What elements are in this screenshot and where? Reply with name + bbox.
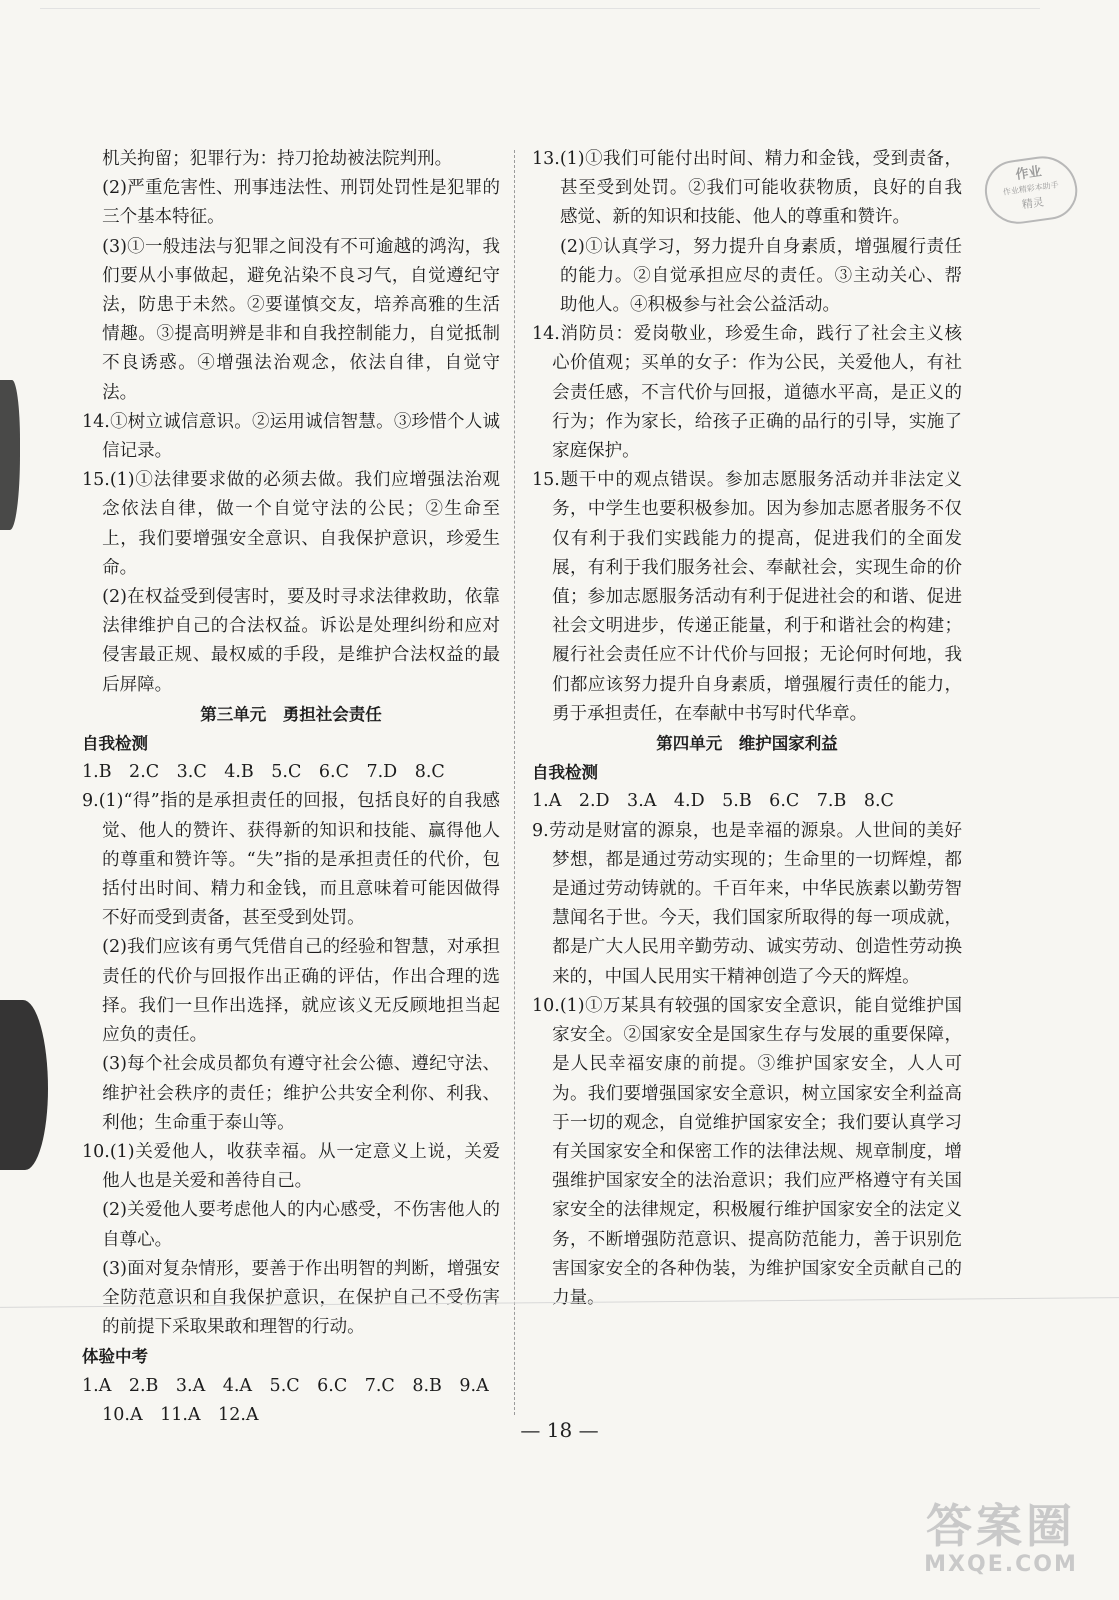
paragraph: 13.(1)①我们可能付出时间、精力和金钱，受到责备，甚至受到处罚。②我们可能收获物质，良好的自我感觉、新的知识和技能、他人的尊重和赞许。	[532, 149, 962, 228]
paragraph: 15.题干中的观点错误。参加志愿服务活动并非法定义务，中学生也要积极参加。因为参加志愿者服务不仅仅有利于我们实践能力的提高，促进我们的全面发展，有利于我们服务社会、奉献社会，实现生命的价值；参加志愿服务活动有利于促进社会的和谐、促进社会文明进步，传递正能量，利于和谐社会的构建；履行社会责任应不计代价与回报；无论何时何地，我们都应该努力提升自身素质，增强履行责任的能力，勇于承担责任，在奉献中书写时代华章。	[532, 470, 962, 724]
stamp-text: 作业	[1014, 164, 1043, 183]
watermark-logo	[901, 1500, 1101, 1595]
section-heading: 自我检测	[82, 734, 148, 754]
answer-list: 10.A 11.A 12.A	[102, 1404, 259, 1425]
paragraph: 10.(1)关爱他人，收获幸福。从一定意义上说，关爱他人也是关爱和善待自己。	[82, 1141, 500, 1192]
paragraph: (2)严重危害性、刑事违法性、刑罚处罚性是犯罪的三个基本特征。	[102, 178, 500, 228]
unit-heading: 第四单元 维护国家利益	[656, 734, 838, 754]
stamp-logo	[981, 152, 1081, 228]
paragraph: 9.劳动是财富的源泉，也是幸福的源泉。人世间的美好梦想，都是通过劳动实现的；生命里的一切辉煌，都是通过劳动铸就的。千百年来，中华民族素以勤劳智慧闻名于世。今天，我们国家所取得的每一项成就，都是广大人民用辛勤劳动、诚实劳动、创造性劳动换来的，中国人民用实干精神创造了今天的辉煌。	[532, 820, 962, 987]
paragraph: (2)在权益受到侵害时，要及时寻求法律救助，依靠法律维护自己的合法权益。诉讼是处理纠纷和应对侵害最正规、最权威的手段，是维护合法权益的最后屏障。	[102, 587, 500, 695]
left-column	[82, 145, 500, 1430]
paragraph: (2)我们应该有勇气凭借自己的经验和智慧，对承担责任的代价与回报作出正确的评估，作出合理的选择。我们一旦作出选择，就应该义无反顾地担当起应负的责任。	[102, 937, 500, 1046]
watermark-text: 答案圈	[926, 1499, 1076, 1553]
section-heading: 体验中考	[82, 1347, 148, 1367]
unit-heading: 第三单元 勇担社会责任	[200, 704, 382, 724]
answer-list: 1.B 2.C 3.C 4.B 5.C 6.C 7.D 8.C	[82, 762, 445, 783]
paragraph: 14.消防员：爱岗敬业，珍爱生命，践行了社会主义核心价值观；买单的女子：作为公民，关爱他人，有社会责任感，不言代价与回报，道德水平高，是正义的行为；作为家长，给孩子正确的品行的引导，实施了家庭保护。	[532, 324, 962, 462]
column-divider	[514, 150, 515, 1415]
paragraph: 9.(1)“得”指的是承担责任的回报，包括良好的自我感觉、他人的赞许、获得新的知识和技能、赢得他人的尊重和赞许等。“失”指的是承担责任的代价，包括付出时间、精力和金钱，而且意味着可能因做得不好而受到责备，甚至受到处罚。	[82, 791, 500, 929]
scan-edge-line	[40, 8, 1040, 9]
stamp-text: 作业精彩本助手	[1002, 180, 1060, 197]
watermark-url: MXQE.COM	[924, 1552, 1078, 1577]
paragraph: (3)每个社会成员都负有遵守社会公德、遵纪守法、维护社会秩序的责任；维护公共安全利你、利我、利他；生命重于泰山等。	[102, 1054, 500, 1133]
section-heading: 自我检测	[532, 763, 598, 783]
scan-blot	[0, 1000, 48, 1170]
right-column	[532, 145, 962, 1313]
paragraph: (2)①认真学习，努力提升自身素质，增强履行责任的能力。②自觉承担应尽的责任。③主动关心、帮助他人。④积极参与社会公益活动。	[560, 236, 962, 316]
answer-list: 1.A 2.D 3.A 4.D 5.B 6.C 7.B 8.C	[532, 791, 894, 812]
paragraph: (3)面对复杂情形，要善于作出明智的判断，增强安全防范意识和自我保护意识，在保护自己不受伤害的前提下采取果敢和理智的行动。	[102, 1258, 500, 1338]
paragraph: (3)①一般违法与犯罪之间没有不可逾越的鸿沟，我们要从小事做起，避免沾染不良习气，自觉遵纪守法，防患于未然。②要谨慎交友，培养高雅的生活情趣。③提高明辨是非和自我控制能力，自觉抵制不良诱惑。④增强法治观念，依法自律，自觉守法。	[102, 236, 500, 403]
page-number: — 18 —	[520, 1418, 599, 1442]
paragraph: 15.(1)①法律要求做的必须去做。我们应增强法治观念依法自律，做一个自觉守法的公民；②生命至上，我们要增强安全意识、自我保护意识，珍爱生命。	[82, 470, 500, 578]
paragraph: 10.(1)①万某具有较强的国家安全意识，能自觉维护国家安全。②国家安全是国家生存与发展的重要保障，是人民幸福安康的前提。③维护国家安全，人人可为。我们要增强国家安全意识，树立国家安全利益高于一切的观念，自觉维护国家安全；我们要认真学习有关国家安全和保密工作的法律法规、规章制度，增强维护国家安全的法治意识；我们应严格遵守有关国家安全的法律规定，积极履行维护国家安全的法定义务，不断增强防范意识、提高防范能力，善于识别危害国家安全的各种伪装，为维护国家安全贡献自己的力量。	[532, 995, 962, 1308]
paragraph: (2)关爱他人要考虑他人的内心感受，不伤害他人的自尊心。	[102, 1200, 500, 1250]
scan-blot	[0, 380, 20, 530]
paragraph: 机关拘留；犯罪行为：持刀抢劫被法院判刑。	[102, 149, 453, 169]
paragraph: 14.①树立诚信意识。②运用诚信智慧。③珍惜个人诚信记录。	[82, 411, 500, 462]
answer-list: 1.A 2.B 3.A 4.A 5.C 6.C 7.C 8.B 9.A	[82, 1375, 489, 1396]
stamp-text: 精灵	[1021, 195, 1045, 212]
